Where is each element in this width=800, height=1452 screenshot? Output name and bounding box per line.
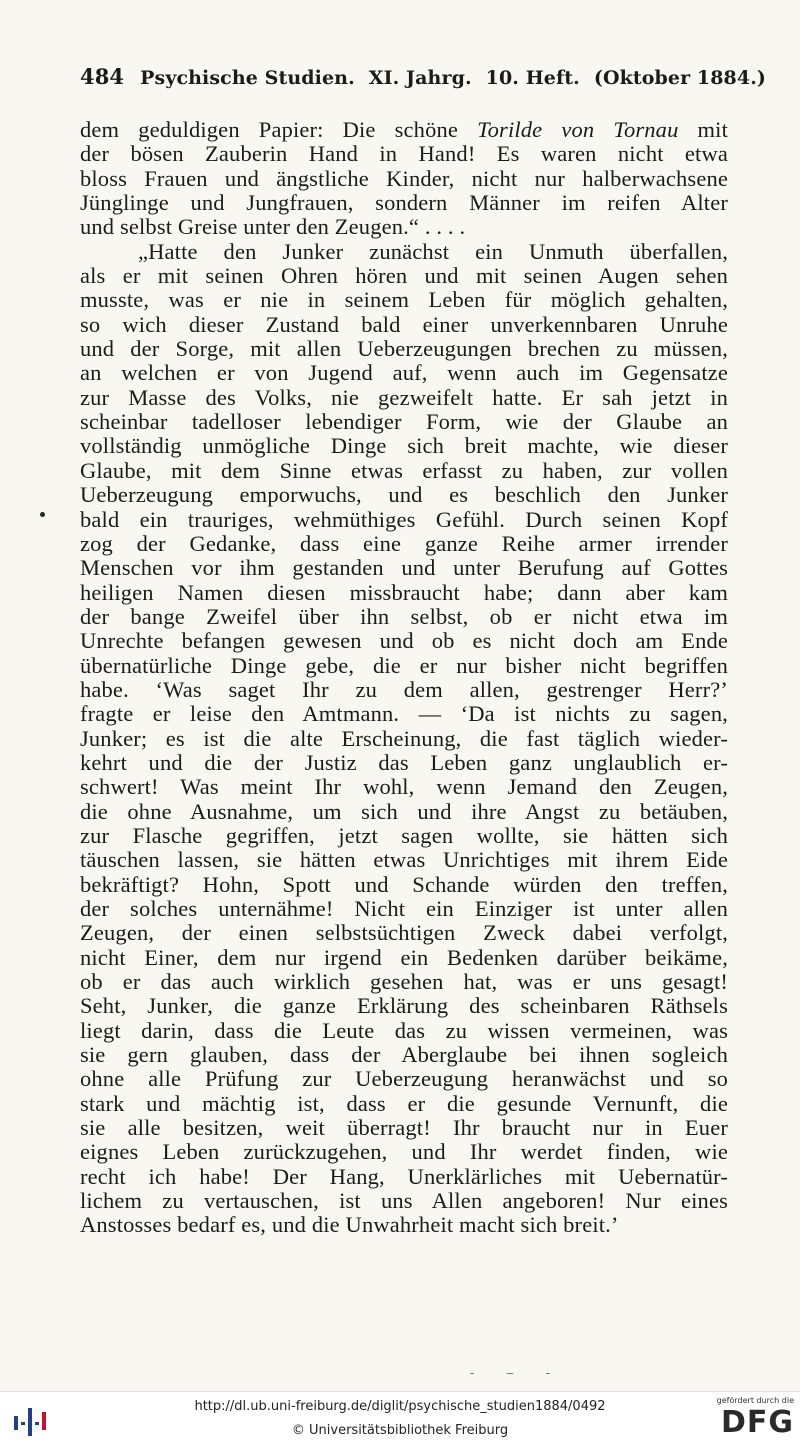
text-line: [80, 191, 728, 215]
text-line: [80, 1165, 728, 1189]
text-line: [80, 848, 728, 872]
text-segment: stark und mächtig ist, dass er die gesunde Vernunft, die: [80, 1090, 728, 1116]
text-segment: sie gern glauben, dass der Aberglaube bei ihnen sogleich: [80, 1042, 728, 1068]
italic-name: Torilde von Tornau: [477, 117, 679, 142]
text-segment: Seht, Junker, die ganze Erklärung des scheinbaren Räthsels: [80, 993, 728, 1019]
text-line: [80, 1067, 728, 1091]
text-segment: „Hatte den Junker zunächst ein Unmuth überfallen,: [138, 238, 728, 264]
text-line: [80, 605, 728, 629]
text-segment: Jünglinge und Jungfrauen, sondern Männer im reifen Alter: [80, 190, 728, 216]
text-segment: fragte er leise den Amtmann. — ‘Da ist nichts zu sagen,: [80, 701, 728, 727]
text-line: [80, 386, 728, 410]
text-line: [80, 434, 728, 458]
text-segment: die ohne Ausnahme, um sich und ihre Angst zu betäuben,: [80, 798, 728, 824]
text-segment: habe. ‘Was saget Ihr zu dem allen, gestrenger Herr?’: [80, 676, 728, 702]
text-line: [80, 459, 728, 483]
text-line: [80, 727, 728, 751]
text-segment: der bange Zweifel über ihn selbst, ob er nicht etwa im: [80, 603, 728, 629]
text-segment: eignes Leben zurückzugehen, und Ihr werdet finden, wie: [80, 1139, 728, 1165]
text-line: [80, 264, 728, 288]
text-segment: Junker; es ist die alte Erscheinung, die fast täglich wieder-: [80, 725, 728, 751]
text-segment: Menschen vor ihm gestanden und unter Berufung auf Gottes: [80, 555, 728, 581]
text-segment: ob er das auch wirklich gesehen hat, was er uns gesagt!: [80, 969, 728, 995]
text-segment: an welchen er von Jugend auf, wenn auch im Gegensatze: [80, 360, 728, 386]
text-line: [80, 1092, 728, 1116]
text-segment: mit: [678, 117, 728, 142]
text-segment: nicht Einer, dem nur irgend ein Bedenken darüber beikäme,: [80, 944, 728, 970]
page-number: 484: [80, 64, 125, 89]
text-line: [80, 1189, 728, 1213]
text-segment: ohne alle Prüfung zur Ueberzeugung heranwächst und so: [80, 1066, 728, 1092]
text-line: [80, 1213, 728, 1237]
text-segment: Anstosses bedarf es, und die Unwahrheit macht sich breit.’: [80, 1212, 619, 1238]
text-segment: schwert! Was meint Ihr wohl, wenn Jemand den Zeugen,: [80, 774, 728, 800]
text-segment: so wich dieser Zustand bald einer unverkennbaren Unruhe: [80, 311, 728, 337]
text-line: [80, 337, 728, 361]
text-line: [80, 897, 728, 921]
text-segment: vollständig unmögliche Dinge sich breit machte, wie dieser: [80, 433, 728, 459]
margin-dot: [40, 512, 45, 517]
running-head: [80, 64, 766, 96]
text-segment: liegt darin, dass die Leute das zu wissen vermeinen, was: [80, 1017, 728, 1043]
text-line: [80, 215, 728, 239]
text-line: [80, 1116, 728, 1140]
text-segment: Unrechte befangen gewesen und ob es nicht doch am Ende: [80, 628, 728, 654]
text-segment: scheinbar tadelloser lebendiger Form, wie der Glaube an: [80, 409, 728, 435]
issue-date: (Oktober 1884.): [593, 67, 766, 89]
text-segment: als er mit seinen Ohren hören und mit seinen Augen sehen: [80, 263, 728, 289]
text-line: [80, 532, 728, 556]
text-line: [80, 629, 728, 653]
text-line: [80, 288, 728, 312]
issue-label: 10. Heft.: [485, 67, 580, 89]
text-segment: Ueberzeugung emporwuchs, und es beschlich den Junker: [80, 482, 728, 508]
text-line: [80, 702, 728, 726]
text-line: [80, 508, 728, 532]
text-line: [80, 970, 728, 994]
text-line: [80, 142, 728, 166]
text-segment: bald ein trauriges, wehmüthiges Gefühl. Durch seinen Kopf: [80, 506, 728, 532]
text-line: [80, 678, 728, 702]
text-line: [80, 483, 728, 507]
text-segment: zur Flasche gegriffen, jetzt sagen wollte, sie hätten sich: [80, 822, 728, 848]
text-line: [80, 1140, 728, 1164]
text-line: [80, 800, 728, 824]
text-line: [80, 873, 728, 897]
text-line: [80, 775, 728, 799]
text-line: [80, 1019, 728, 1043]
library-footer: [0, 1391, 800, 1452]
text-segment: lichem zu vertauschen, ist uns Allen angeboren! Nur eines: [80, 1188, 728, 1214]
text-segment: musste, was er nie in seinem Leben für möglich gehalten,: [80, 287, 728, 313]
text-segment: heiligen Namen diesen missbraucht habe; dann aber kam: [80, 579, 728, 605]
text-line: [80, 410, 728, 434]
journal-title: Psychische Studien.: [140, 67, 355, 89]
text-segment: zog der Gedanke, dass eine ganze Reihe armer irrender: [80, 530, 728, 556]
text-line: [80, 581, 728, 605]
text-segment: bloss Frauen und ängstliche Kinder, nicht nur halberwachsene: [80, 165, 728, 191]
text-segment: der bösen Zauberin Hand in Hand! Es waren nicht etwa: [80, 141, 728, 167]
text-segment: täuschen lassen, sie hätten etwas Unrichtiges mit ihrem Eide: [80, 847, 728, 873]
volume-label: XI. Jahrg.: [368, 67, 472, 89]
text-segment: und selbst Greise unter den Zeugen.“ . . . .: [80, 214, 466, 240]
text-line: [80, 361, 728, 385]
text-segment: dem geduldigen Papier: Die schöne: [80, 117, 478, 142]
text-line: [80, 751, 728, 775]
text-segment: Zeugen, der einen selbstsüchtigen Zweck dabei verfolgt,: [80, 920, 728, 946]
permalink-url[interactable]: http://dl.ub.uni-freiburg.de/diglit/psychische_studien1884/0492: [194, 1399, 606, 1414]
text-segment: Glaube, mit dem Sinne etwas erfasst zu haben, zur vollen: [80, 457, 728, 483]
text-segment: übernatürliche Dinge gebe, die er nur bisher nicht begriffen: [80, 652, 728, 678]
text-line: [80, 240, 728, 264]
text-segment: recht ich habe! Der Hang, Unerklärliches mit Uebernatür-: [80, 1163, 728, 1189]
dfg-tagline: gefördert durch die: [716, 1396, 794, 1405]
text-segment: kehrt und die der Justiz das Leben ganz unglaublich er-: [80, 749, 728, 775]
text-line: [80, 946, 728, 970]
text-segment: bekräftigt? Hohn, Spott und Schande würden den treffen,: [80, 871, 728, 897]
dfg-logo[interactable]: [708, 1396, 794, 1448]
text-segment: sie alle besitzen, weit überragt! Ihr braucht nur in Euer: [80, 1115, 728, 1141]
text-segment: zur Masse des Volks, nie gezweifelt hatte. Er sah jetzt in: [80, 384, 728, 410]
text-line: [80, 1043, 728, 1067]
body-text: [80, 118, 728, 1238]
text-line: [80, 921, 728, 945]
text-line: [80, 167, 728, 191]
text-line: [80, 824, 728, 848]
text-line: [80, 556, 728, 580]
bottom-marks: - ‒ -: [470, 1366, 564, 1380]
text-line: [80, 994, 728, 1018]
text-segment: der solches unternähme! Nicht ein Einziger ist unter allen: [80, 896, 728, 921]
copyright-notice: © Universitätsbibliothek Freiburg: [291, 1423, 509, 1438]
text-line: [80, 654, 728, 678]
text-segment: und der Sorge, mit allen Ueberzeugungen brechen zu müssen,: [80, 336, 728, 362]
text-line: [80, 118, 728, 142]
text-line: [80, 313, 728, 337]
dfg-logo-text: DFG: [720, 1405, 794, 1440]
